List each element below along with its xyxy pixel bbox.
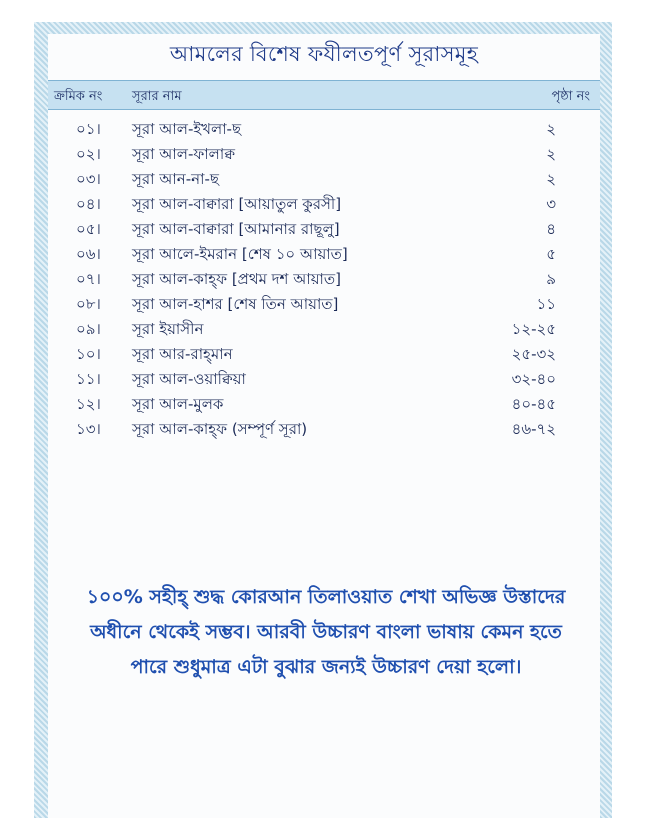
row-name: সূরা আল-ফালাক্ব [132,145,235,163]
row-name: সূরা আলে-ইমরান [শেষ ১০ আয়াত] [132,245,348,263]
row-name: সূরা আল-ওয়াক্বিয়া [132,370,246,388]
row-serial: ০১। [76,120,101,138]
note-paragraph: ১০০% সহীহ্ শুদ্ধ কোরআন তিলাওয়াত শেখা অভিজ্ঞ উস্তাদের অধীনে থেকেই সম্ভব। আরবী উচ্চারণ বাংলা ভাষায় কেমন হতে পারে শুধুমাত্র এটা বুঝার জন্যই উচ্চারণ দেয়া হলো। [86,586,566,678]
header-name: সূরার নাম [132,89,182,104]
row-page: ৪৬-৭২ [511,420,556,438]
table-row [48,216,600,241]
row-page: ২ [546,120,556,138]
row-name: সূরা আল-বাক্বারা [আয়াতুল কুরসী] [132,195,342,213]
row-page: ২৫-৩২ [511,345,556,363]
row-name: সূরা আল-কাহ্ফ (সম্পূর্ণ সূরা) [132,420,308,438]
table-row [48,291,600,316]
row-name: সূরা ইয়াসীন [132,320,204,338]
row-serial: ১০। [76,345,101,363]
row-serial: ০৩। [76,170,101,188]
row-serial: ১৩। [76,420,101,438]
row-name: সূরা আন-না-ছ [132,170,219,188]
row-page: ৯ [546,270,556,288]
row-serial: ০৬। [76,245,101,263]
table-header [48,80,600,110]
row-serial: ১২। [76,395,101,413]
row-serial: ০২। [76,145,101,163]
row-serial: ১১। [76,370,101,388]
row-name: সূরা আল-মুলক [132,395,224,413]
row-serial: ০৭। [76,270,101,288]
table-row [48,166,600,191]
row-serial: ০৯। [76,320,101,338]
table-row [48,141,600,166]
row-serial: ০৫। [76,220,101,238]
header-page: পৃষ্ঠা নং [551,89,590,104]
page-title: আমলের বিশেষ ফযীলতপূর্ণ সূরাসমূহ [169,42,479,66]
row-name: সূরা আর-রাহ্‌মান [132,345,233,363]
table-row [48,116,600,141]
table-row [48,341,600,366]
table-row [48,316,600,341]
row-page: ১২-২৫ [511,320,556,338]
row-serial: ০৪। [76,195,101,213]
row-name: সূরা আল-কাহ্ফ [প্রথম দশ আয়াত] [132,270,341,288]
row-page: ২ [546,145,556,163]
table-row [48,266,600,291]
row-name: সূরা আল-হাশর [শেষ তিন আয়াত] [132,295,339,313]
table-body [48,116,600,441]
header-serial: ক্রমিক নং [54,89,103,104]
table-row [48,366,600,391]
table-row [48,416,600,441]
table-row [48,391,600,416]
row-page: ৪০-৪৫ [511,395,556,413]
row-page: ৫ [546,245,556,263]
table-row [48,241,600,266]
row-serial: ০৮। [76,295,101,313]
content-panel [48,34,600,818]
row-name: সূরা আল-ইখলা-ছ [132,120,242,138]
row-page: ১১ [536,295,556,313]
row-page: ৩ [546,195,556,213]
table-row [48,191,600,216]
row-name: সূরা আল-বাক্বারা [আমানার রাছূলু] [132,220,340,238]
row-page: ২ [546,170,556,188]
row-page: ৩২-৪০ [511,370,556,388]
row-page: ৪ [546,220,556,238]
